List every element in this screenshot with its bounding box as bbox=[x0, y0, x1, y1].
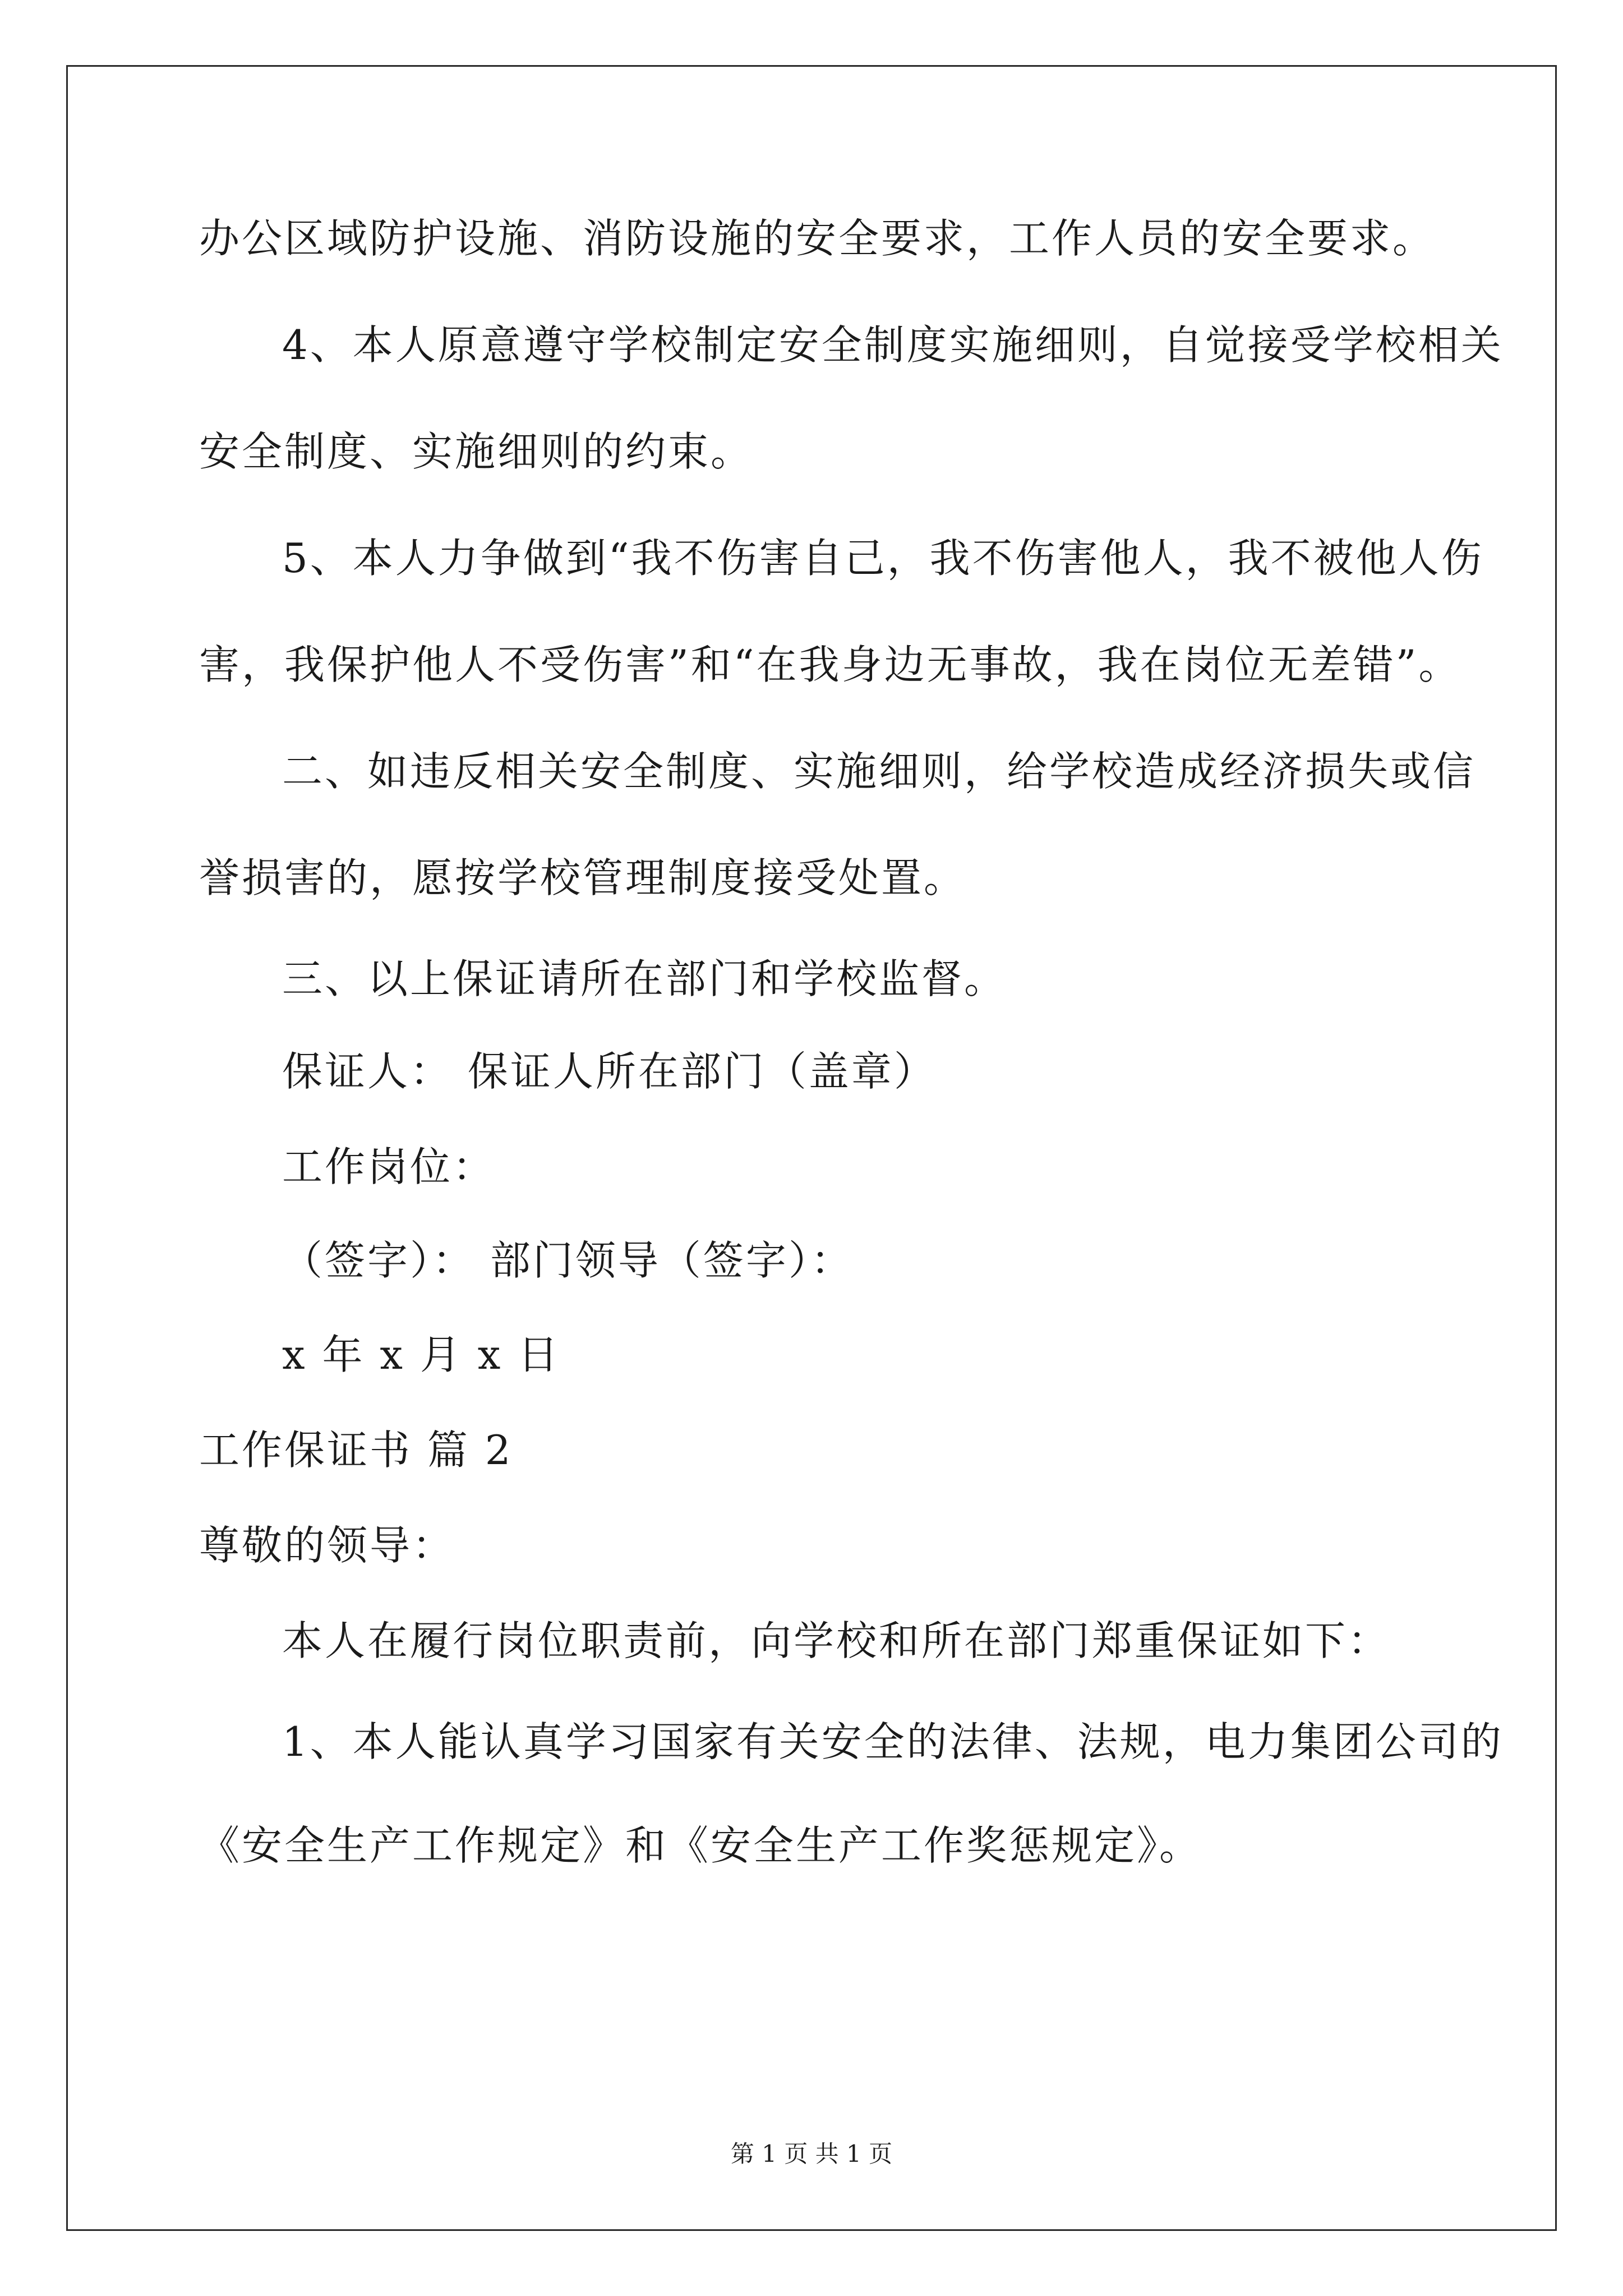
text-line: 办公区域防护设施、消防设施的安全要求，工作人员的安全要求。 bbox=[199, 215, 1436, 262]
text-line: 二、如违反相关安全制度、实施细则，给学校造成经济损失或信 bbox=[282, 748, 1476, 795]
signature-line-sign: （签字）： 部门领导（签字）： bbox=[282, 1237, 854, 1284]
text-line: 4、本人原意遵守学校制定安全制度实施细则，自觉接受学校相关 bbox=[282, 321, 1504, 369]
text-line: 害，我保护他人不受伤害”和“在我身边无事故，我在岗位无差错”。 bbox=[199, 641, 1461, 688]
page-footer: 第 1 页 共 1 页 bbox=[730, 2140, 893, 2168]
text-line: 《安全生产工作规定》和《安全生产工作奖惩规定》。 bbox=[199, 1822, 1202, 1869]
text-line: 5、本人力争做到“我不伤害自己，我不伤害他人，我不被他人伤 bbox=[282, 535, 1484, 582]
text-line: 本人在履行岗位职责前，向学校和所在部门郑重保证如下： bbox=[282, 1617, 1391, 1664]
text-line: 三、以上保证请所在部门和学校监督。 bbox=[282, 955, 1007, 1002]
signature-line-guarantor: 保证人： 保证人所在部门（盖章） bbox=[282, 1048, 937, 1095]
salutation: 尊敬的领导： bbox=[199, 1522, 455, 1569]
text-line: 安全制度、实施细则的约束。 bbox=[199, 428, 754, 475]
text-line: 誉损害的，愿按学校管理制度接受处置。 bbox=[199, 854, 967, 901]
signature-line-position: 工作岗位： bbox=[282, 1143, 496, 1190]
text-line: 1、本人能认真学习国家有关安全的法律、法规，电力集团公司的 bbox=[282, 1718, 1504, 1765]
section-heading: 工作保证书 篇 2 bbox=[199, 1427, 513, 1474]
date-line: x 年 x 月 x 日 bbox=[282, 1331, 561, 1378]
